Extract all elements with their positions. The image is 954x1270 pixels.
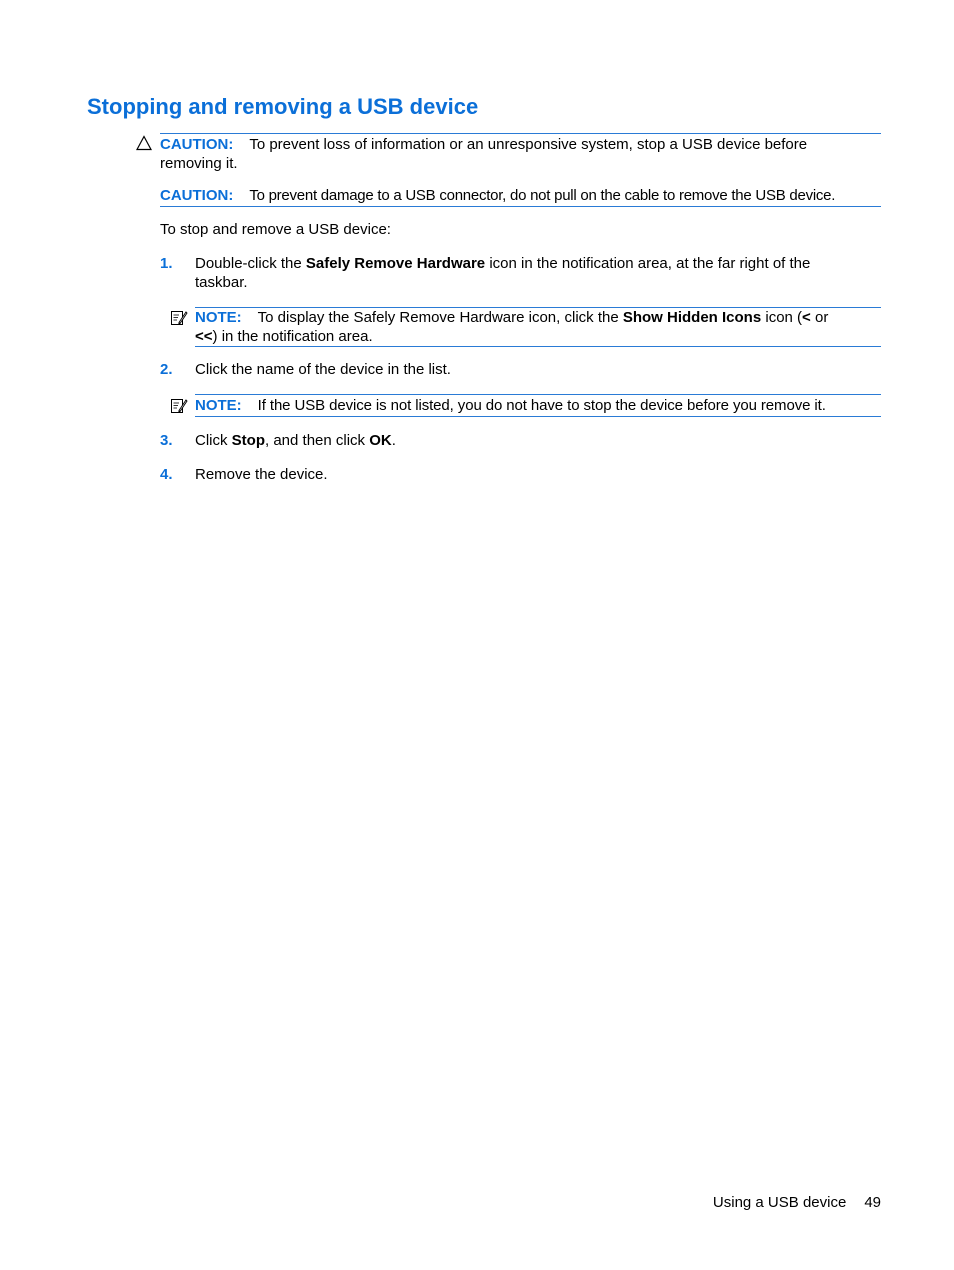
caution-box-1 bbox=[160, 133, 881, 172]
step-number: 4. bbox=[160, 466, 173, 483]
note-bold: Show Hidden Icons bbox=[622, 309, 762, 326]
note-pencil-icon bbox=[170, 309, 188, 327]
list-item bbox=[160, 431, 881, 450]
step-number: 3. bbox=[160, 432, 173, 449]
note-pencil-icon bbox=[170, 397, 188, 415]
caution-label: CAUTION: bbox=[160, 187, 234, 204]
step-text: Click the name of the device in the list. bbox=[195, 361, 451, 378]
note-bold: << bbox=[195, 328, 213, 345]
step-number: 1. bbox=[160, 255, 173, 272]
step-text: icon in the notification area, at the far right of the bbox=[485, 255, 811, 272]
caution-text: To prevent damage to a USB connector, do not pull on the cable to remove the USB device. bbox=[249, 187, 836, 204]
note-text: If the USB device is not listed, you do not have to stop the device before you remove it. bbox=[257, 397, 826, 414]
step-text: . bbox=[391, 432, 396, 449]
note-box-1 bbox=[195, 307, 881, 347]
step-text: , and then click bbox=[265, 432, 370, 449]
step-text: Double-click the bbox=[195, 255, 306, 272]
note-bold: < bbox=[802, 309, 811, 326]
footer-section-title: Using a USB device bbox=[712, 1194, 847, 1211]
list-item bbox=[160, 360, 881, 379]
note-box-2 bbox=[195, 394, 881, 417]
caution-text: To prevent loss of information or an unresponsive system, stop a USB device before bbox=[249, 136, 808, 153]
page-title: Stopping and removing a USB device bbox=[87, 94, 479, 119]
page-footer bbox=[713, 1193, 881, 1212]
list-item bbox=[160, 465, 881, 484]
caution-box-2 bbox=[160, 186, 881, 207]
list-item bbox=[160, 254, 881, 292]
intro-text: To stop and remove a USB device: bbox=[160, 221, 391, 238]
note-text: or bbox=[810, 309, 829, 326]
step-bold: Stop bbox=[231, 432, 265, 449]
step-number: 2. bbox=[160, 361, 173, 378]
page-number: 49 bbox=[864, 1194, 881, 1211]
caution-label: CAUTION: bbox=[160, 136, 234, 153]
step-bold: OK bbox=[369, 432, 392, 449]
note-label: NOTE: bbox=[195, 397, 242, 414]
caution-triangle-icon bbox=[136, 135, 152, 151]
note-text: To display the Safely Remove Hardware icon, click the bbox=[257, 309, 623, 326]
caution-text-cont: removing it. bbox=[160, 155, 238, 172]
note-text: icon ( bbox=[761, 309, 803, 326]
step-text: taskbar. bbox=[195, 274, 248, 291]
note-label: NOTE: bbox=[195, 309, 242, 326]
step-bold: Safely Remove Hardware bbox=[305, 255, 486, 272]
step-text: Remove the device. bbox=[195, 466, 328, 483]
note-text: ) in the notification area. bbox=[212, 328, 373, 345]
step-text: Click bbox=[195, 432, 232, 449]
